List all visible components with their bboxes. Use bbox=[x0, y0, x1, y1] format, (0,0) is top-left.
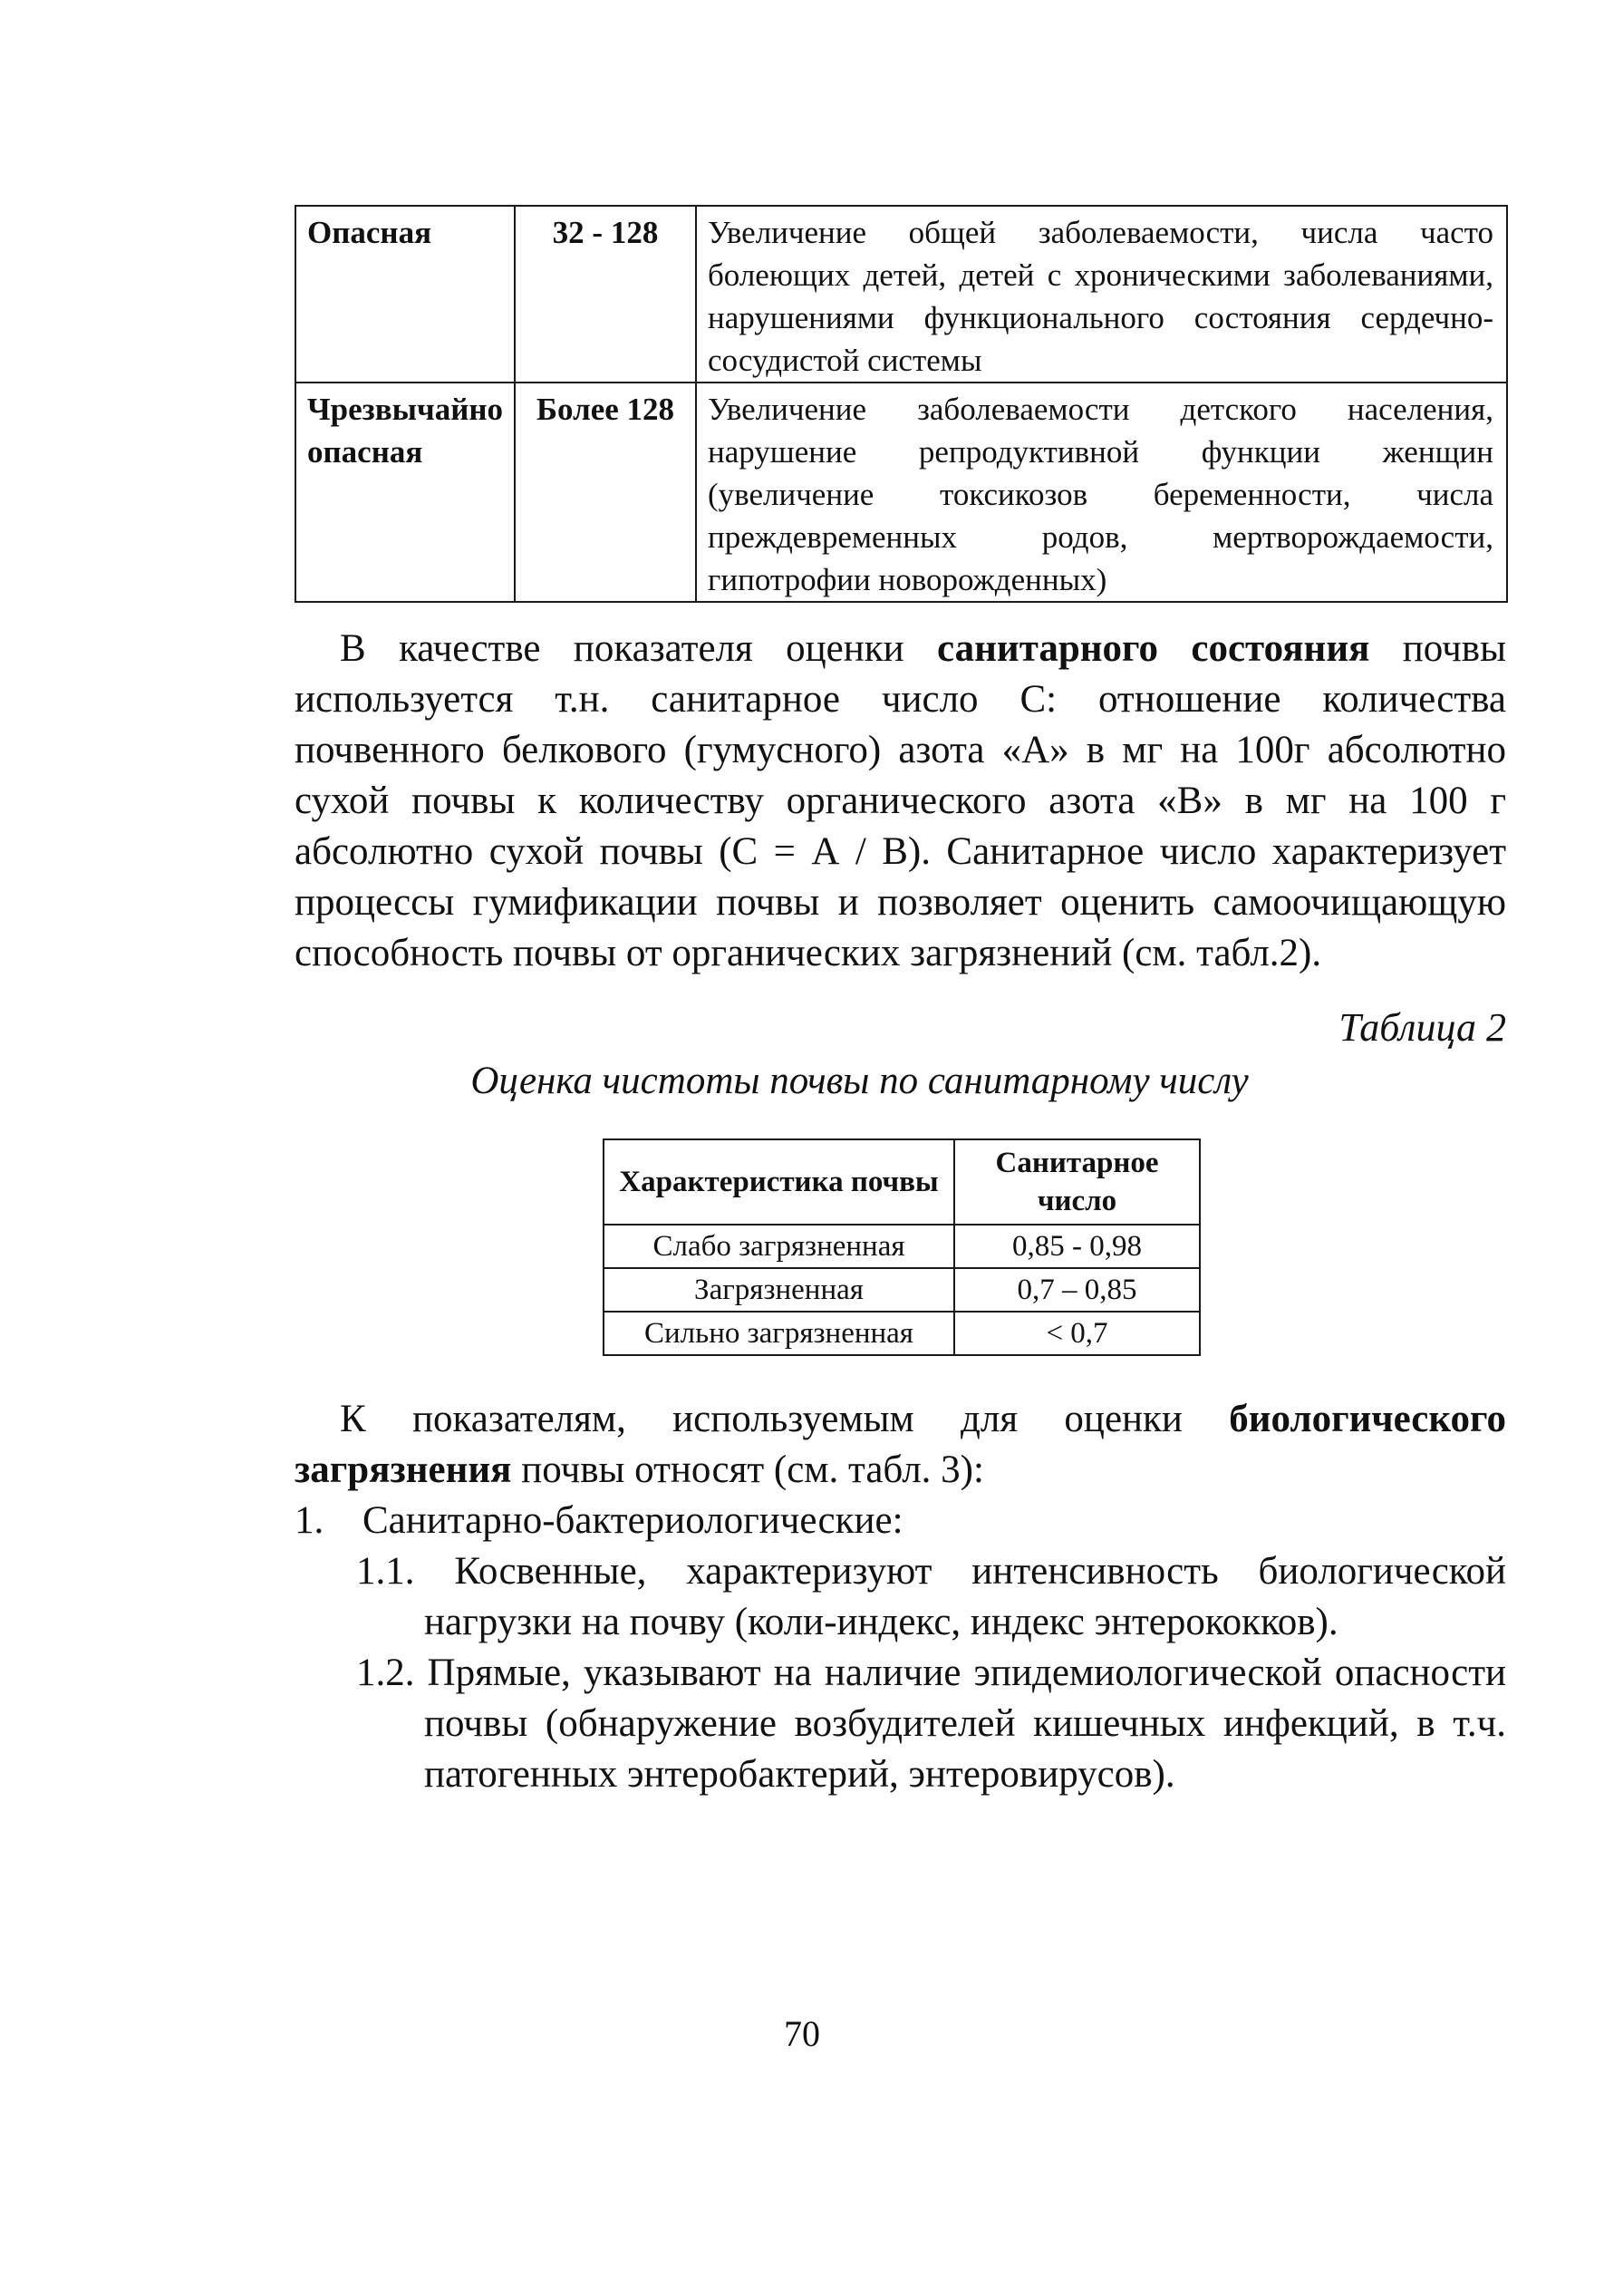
list-number: 1. bbox=[295, 1499, 324, 1542]
table-row bbox=[604, 1268, 1200, 1312]
hazard-category: Чрезвычайно опасная bbox=[295, 383, 515, 602]
sanitary-number: < 0,7 bbox=[954, 1312, 1200, 1355]
column-header: Характеристика почвы bbox=[604, 1139, 954, 1225]
list-number: 1.1. bbox=[356, 1550, 415, 1593]
table-label: Таблица 2 bbox=[1338, 1005, 1506, 1050]
list-text-block bbox=[356, 1648, 1506, 1800]
paragraph-text: В качестве показателя оценки bbox=[340, 627, 938, 670]
table-title: Оценка чистоты почвы по санитарному числу bbox=[470, 1060, 1249, 1102]
sanitary-number: 0,7 – 0,85 bbox=[954, 1268, 1200, 1312]
list-text: Косвенные, характеризуют интенсивность биологической нагрузки на почву (коли-индекс, индекс энтерококков). bbox=[424, 1550, 1507, 1643]
soil-characteristic: Слабо загрязненная bbox=[604, 1225, 954, 1268]
paragraph-sanitary-number bbox=[295, 624, 1506, 979]
paragraph-biological bbox=[295, 1394, 1506, 1496]
soil-characteristic: Сильно загрязненная bbox=[604, 1312, 954, 1355]
list-text: Прямые, указывают на наличие эпидемиологической опасности почвы (обнаружение возбудителей кишечных инфекций, в т.ч. патогенных энтеробактерий, энтеровирусов). bbox=[424, 1652, 1506, 1796]
hazard-value: 32 - 128 bbox=[515, 206, 696, 383]
list-number: 1.2. bbox=[356, 1652, 415, 1694]
table-row bbox=[604, 1225, 1200, 1268]
paragraph-text: почвы используется т.н. санитарное число С: отношение количества почвенного белкового (гумусного) азота «А» в мг на 100г абсолютно сухой почвы к количеству органического азота «В» в мг на 100 г абсолютно сухой почвы (С = А / В). Санитарное число характеризует процессы гумификации почвы и позволяет оценить самоочищающую способность почвы от органических загрязнений (см. табл.2). bbox=[295, 627, 1506, 974]
hazard-category: Опасная bbox=[295, 206, 515, 383]
paragraph-bold-term: санитарного состояния bbox=[937, 627, 1370, 670]
sanitary-number: 0,85 - 0,98 bbox=[954, 1225, 1200, 1268]
table-row bbox=[295, 383, 1507, 602]
soil-purity-table bbox=[603, 1138, 1201, 1356]
page-number: 70 bbox=[784, 2013, 820, 2054]
hazard-description: Увеличение заболеваемости детского населения, нарушение репродуктивной функции женщин (увеличение токсикозов беременности, числа преждевременных родов, мертворождаемости, гипотрофии новорожденных) bbox=[696, 383, 1507, 602]
hazard-value: Более 128 bbox=[515, 383, 696, 602]
hazard-table bbox=[295, 205, 1508, 603]
paragraph-text: К показателям, используемым для оценки bbox=[340, 1398, 1230, 1440]
table-row bbox=[604, 1312, 1200, 1355]
paragraph-text: почвы относят (см. табл. 3): bbox=[511, 1448, 984, 1491]
paragraph-bold-term: биологического загрязнения bbox=[295, 1398, 1506, 1491]
list-text: Санитарно-бактериологические: bbox=[362, 1499, 903, 1542]
soil-characteristic: Загрязненная bbox=[604, 1268, 954, 1312]
column-header: Санитарное число bbox=[954, 1139, 1200, 1225]
list-text-block bbox=[356, 1546, 1506, 1648]
table-header-row bbox=[604, 1139, 1200, 1225]
table-row bbox=[295, 206, 1507, 383]
hazard-description: Увеличение общей заболеваемости, числа часто болеющих детей, детей с хроническими заболеваниями, нарушениями функционального состояния сердечно-сосудистой системы bbox=[696, 206, 1507, 383]
